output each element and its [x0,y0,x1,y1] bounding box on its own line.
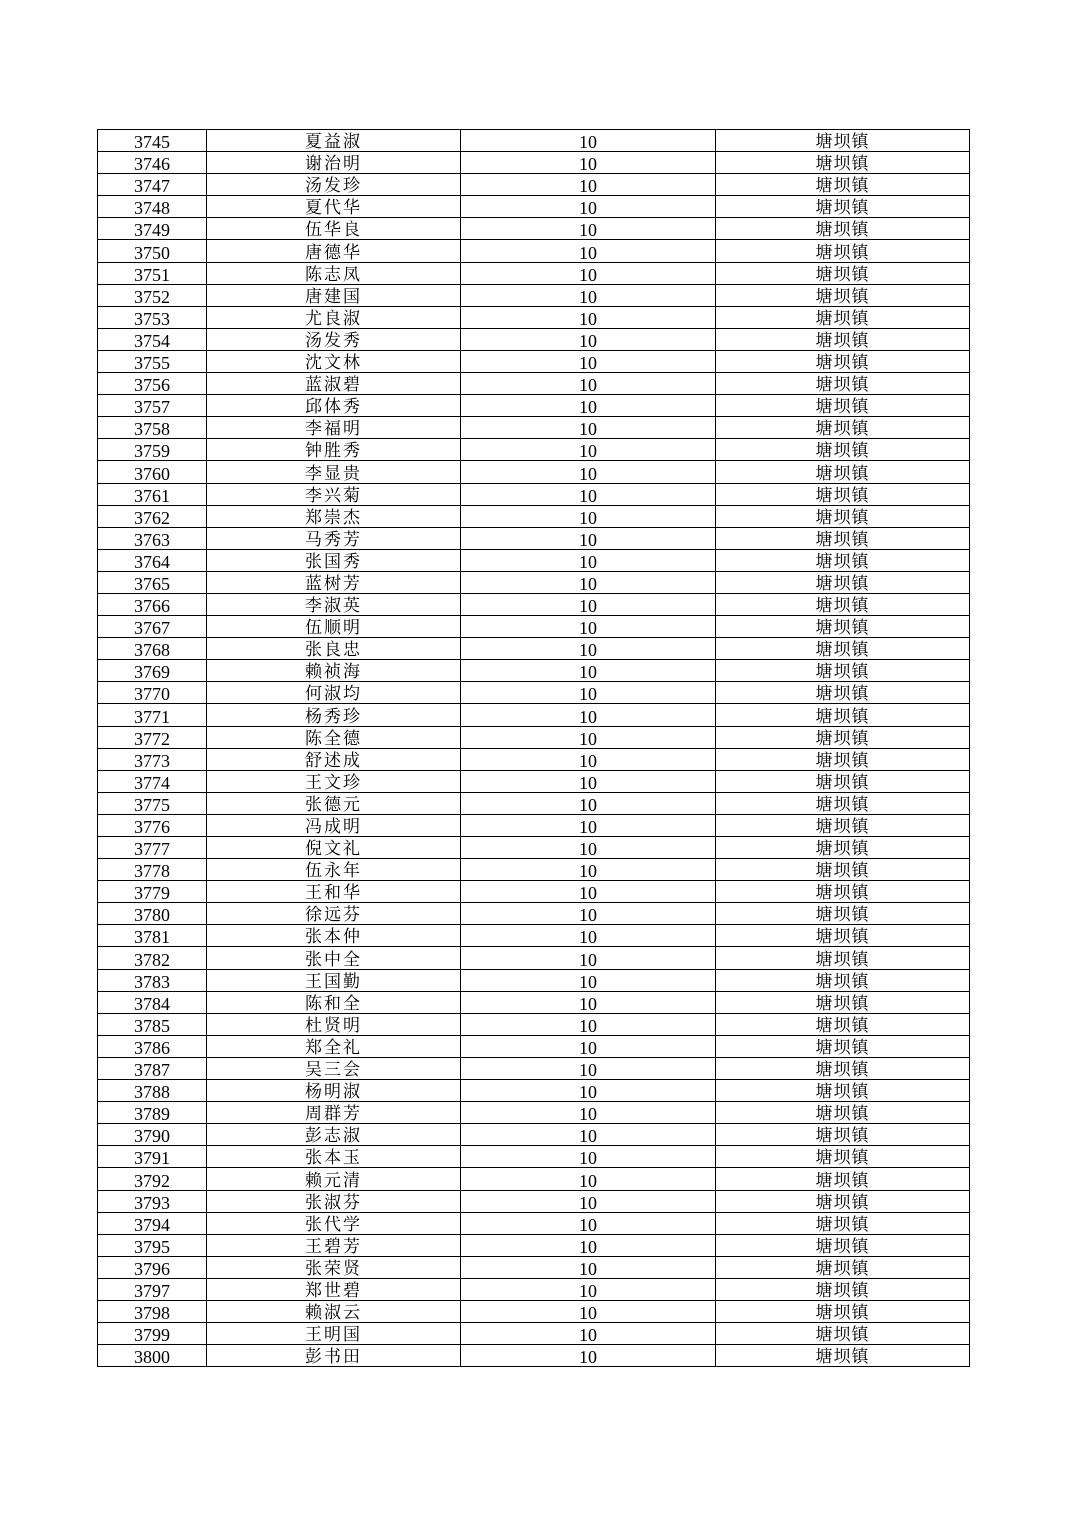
table-row [98,1323,970,1345]
table-row [98,1300,970,1322]
table-row [98,1124,970,1146]
town-cell: 塘坝镇 [716,1278,970,1300]
name-cell: 沈文林 [207,350,461,372]
name-cell: 张良忠 [207,638,461,660]
amount-cell: 10 [461,660,716,682]
amount-cell: 10 [461,549,716,571]
name-cell: 李显贵 [207,461,461,483]
row-number-cell: 3763 [98,527,207,549]
town-cell: 塘坝镇 [716,527,970,549]
amount-cell: 10 [461,704,716,726]
row-number-cell: 3747 [98,174,207,196]
table-row [98,859,970,881]
table-row [98,593,970,615]
row-number-cell: 3753 [98,306,207,328]
row-number-cell: 3781 [98,925,207,947]
row-number-cell: 3779 [98,881,207,903]
table-row [98,240,970,262]
name-cell: 郑崇杰 [207,505,461,527]
name-cell: 彭志淑 [207,1124,461,1146]
row-number-cell: 3793 [98,1190,207,1212]
table-row [98,1035,970,1057]
name-cell: 张本玉 [207,1146,461,1168]
row-number-cell: 3775 [98,792,207,814]
table-row [98,903,970,925]
table-row [98,1345,970,1367]
row-number-cell: 3758 [98,417,207,439]
name-cell: 何淑均 [207,682,461,704]
amount-cell: 10 [461,947,716,969]
amount-cell: 10 [461,417,716,439]
table-row [98,748,970,770]
row-number-cell: 3800 [98,1345,207,1367]
amount-cell: 10 [461,130,716,152]
table-row [98,373,970,395]
row-number-cell: 3762 [98,505,207,527]
row-number-cell: 3766 [98,593,207,615]
amount-cell: 10 [461,1168,716,1190]
name-cell: 王文珍 [207,770,461,792]
name-cell: 钟胜秀 [207,439,461,461]
amount-cell: 10 [461,1057,716,1079]
town-cell: 塘坝镇 [716,1256,970,1278]
table-row [98,1190,970,1212]
row-number-cell: 3752 [98,284,207,306]
name-cell: 陈志凤 [207,262,461,284]
amount-cell: 10 [461,174,716,196]
name-cell: 赖淑云 [207,1300,461,1322]
name-cell: 唐建国 [207,284,461,306]
name-cell: 伍顺明 [207,616,461,638]
name-cell: 王和华 [207,881,461,903]
table-row [98,682,970,704]
name-cell: 周群芳 [207,1102,461,1124]
table-row [98,1057,970,1079]
table-row [98,814,970,836]
name-cell: 张淑芬 [207,1190,461,1212]
row-number-cell: 3765 [98,571,207,593]
name-cell: 冯成明 [207,814,461,836]
town-cell: 塘坝镇 [716,837,970,859]
amount-cell: 10 [461,306,716,328]
amount-cell: 10 [461,439,716,461]
name-cell: 汤发秀 [207,328,461,350]
row-number-cell: 3759 [98,439,207,461]
town-cell: 塘坝镇 [716,859,970,881]
name-cell: 杨明淑 [207,1080,461,1102]
town-cell: 塘坝镇 [716,726,970,748]
town-cell: 塘坝镇 [716,1345,970,1367]
name-cell: 赖元清 [207,1168,461,1190]
town-cell: 塘坝镇 [716,682,970,704]
table-row [98,881,970,903]
name-cell: 马秀芳 [207,527,461,549]
town-cell: 塘坝镇 [716,1146,970,1168]
town-cell: 塘坝镇 [716,549,970,571]
table-row [98,395,970,417]
amount-cell: 10 [461,505,716,527]
table-row [98,704,970,726]
amount-cell: 10 [461,814,716,836]
town-cell: 塘坝镇 [716,881,970,903]
amount-cell: 10 [461,1190,716,1212]
table-row [98,991,970,1013]
town-cell: 塘坝镇 [716,593,970,615]
row-number-cell: 3757 [98,395,207,417]
amount-cell: 10 [461,1035,716,1057]
town-cell: 塘坝镇 [716,925,970,947]
name-cell: 李兴菊 [207,483,461,505]
town-cell: 塘坝镇 [716,218,970,240]
amount-cell: 10 [461,373,716,395]
amount-cell: 10 [461,925,716,947]
town-cell: 塘坝镇 [716,483,970,505]
town-cell: 塘坝镇 [716,262,970,284]
town-cell: 塘坝镇 [716,991,970,1013]
table-row [98,350,970,372]
town-cell: 塘坝镇 [716,1212,970,1234]
amount-cell: 10 [461,152,716,174]
name-cell: 邱体秀 [207,395,461,417]
name-cell: 夏代华 [207,196,461,218]
row-number-cell: 3751 [98,262,207,284]
amount-cell: 10 [461,240,716,262]
row-number-cell: 3770 [98,682,207,704]
town-cell: 塘坝镇 [716,814,970,836]
town-cell: 塘坝镇 [716,792,970,814]
table-row [98,483,970,505]
town-cell: 塘坝镇 [716,1190,970,1212]
name-cell: 唐德华 [207,240,461,262]
row-number-cell: 3773 [98,748,207,770]
amount-cell: 10 [461,770,716,792]
town-cell: 塘坝镇 [716,439,970,461]
row-number-cell: 3746 [98,152,207,174]
row-number-cell: 3750 [98,240,207,262]
town-cell: 塘坝镇 [716,571,970,593]
amount-cell: 10 [461,196,716,218]
table-row [98,770,970,792]
table-row [98,792,970,814]
town-cell: 塘坝镇 [716,130,970,152]
row-number-cell: 3797 [98,1278,207,1300]
row-number-cell: 3783 [98,969,207,991]
amount-cell: 10 [461,461,716,483]
name-cell: 赖祯海 [207,660,461,682]
name-cell: 李福明 [207,417,461,439]
table-row [98,417,970,439]
row-number-cell: 3785 [98,1013,207,1035]
name-cell: 蓝树芳 [207,571,461,593]
row-number-cell: 3755 [98,350,207,372]
name-cell: 张德元 [207,792,461,814]
row-number-cell: 3787 [98,1057,207,1079]
row-number-cell: 3799 [98,1323,207,1345]
row-number-cell: 3786 [98,1035,207,1057]
table-row [98,306,970,328]
table-row [98,1080,970,1102]
town-cell: 塘坝镇 [716,969,970,991]
amount-cell: 10 [461,483,716,505]
table-row [98,1146,970,1168]
name-cell: 汤发珍 [207,174,461,196]
amount-cell: 10 [461,638,716,660]
name-cell: 王明国 [207,1323,461,1345]
roster-table [97,129,970,1367]
row-number-cell: 3794 [98,1212,207,1234]
town-cell: 塘坝镇 [716,174,970,196]
row-number-cell: 3754 [98,328,207,350]
table-row [98,1278,970,1300]
row-number-cell: 3782 [98,947,207,969]
table-row [98,218,970,240]
amount-cell: 10 [461,1080,716,1102]
amount-cell: 10 [461,571,716,593]
name-cell: 伍永年 [207,859,461,881]
name-cell: 谢治明 [207,152,461,174]
row-number-cell: 3748 [98,196,207,218]
table-row [98,505,970,527]
amount-cell: 10 [461,837,716,859]
name-cell: 倪文礼 [207,837,461,859]
amount-cell: 10 [461,328,716,350]
table-row [98,947,970,969]
name-cell: 蓝淑碧 [207,373,461,395]
row-number-cell: 3774 [98,770,207,792]
table-row [98,1168,970,1190]
table-row [98,1256,970,1278]
town-cell: 塘坝镇 [716,1234,970,1256]
row-number-cell: 3769 [98,660,207,682]
row-number-cell: 3784 [98,991,207,1013]
amount-cell: 10 [461,792,716,814]
town-cell: 塘坝镇 [716,240,970,262]
table-row [98,527,970,549]
row-number-cell: 3768 [98,638,207,660]
row-number-cell: 3756 [98,373,207,395]
town-cell: 塘坝镇 [716,770,970,792]
row-number-cell: 3764 [98,549,207,571]
row-number-cell: 3771 [98,704,207,726]
amount-cell: 10 [461,1300,716,1322]
amount-cell: 10 [461,969,716,991]
town-cell: 塘坝镇 [716,505,970,527]
row-number-cell: 3788 [98,1080,207,1102]
amount-cell: 10 [461,1102,716,1124]
town-cell: 塘坝镇 [716,284,970,306]
amount-cell: 10 [461,395,716,417]
name-cell: 张中全 [207,947,461,969]
name-cell: 舒述成 [207,748,461,770]
town-cell: 塘坝镇 [716,373,970,395]
table-row [98,969,970,991]
town-cell: 塘坝镇 [716,704,970,726]
amount-cell: 10 [461,284,716,306]
amount-cell: 10 [461,859,716,881]
row-number-cell: 3776 [98,814,207,836]
table-row [98,837,970,859]
amount-cell: 10 [461,991,716,1013]
town-cell: 塘坝镇 [716,638,970,660]
table-row [98,1234,970,1256]
table-row [98,1102,970,1124]
amount-cell: 10 [461,262,716,284]
town-cell: 塘坝镇 [716,1168,970,1190]
table-row [98,196,970,218]
amount-cell: 10 [461,350,716,372]
amount-cell: 10 [461,1256,716,1278]
table-row [98,616,970,638]
amount-cell: 10 [461,682,716,704]
row-number-cell: 3792 [98,1168,207,1190]
town-cell: 塘坝镇 [716,306,970,328]
table-row [98,262,970,284]
amount-cell: 10 [461,1345,716,1367]
name-cell: 陈和全 [207,991,461,1013]
name-cell: 杨秀珍 [207,704,461,726]
name-cell: 伍华良 [207,218,461,240]
amount-cell: 10 [461,881,716,903]
amount-cell: 10 [461,616,716,638]
town-cell: 塘坝镇 [716,660,970,682]
name-cell: 王国勤 [207,969,461,991]
amount-cell: 10 [461,1146,716,1168]
table-row [98,1212,970,1234]
name-cell: 郑世碧 [207,1278,461,1300]
row-number-cell: 3767 [98,616,207,638]
row-number-cell: 3761 [98,483,207,505]
table-row [98,130,970,152]
amount-cell: 10 [461,903,716,925]
table-row [98,726,970,748]
name-cell: 张荣贤 [207,1256,461,1278]
name-cell: 郑全礼 [207,1035,461,1057]
amount-cell: 10 [461,1013,716,1035]
row-number-cell: 3745 [98,130,207,152]
row-number-cell: 3777 [98,837,207,859]
table-row [98,1013,970,1035]
row-number-cell: 3798 [98,1300,207,1322]
row-number-cell: 3760 [98,461,207,483]
town-cell: 塘坝镇 [716,616,970,638]
name-cell: 李淑英 [207,593,461,615]
town-cell: 塘坝镇 [716,1300,970,1322]
amount-cell: 10 [461,1278,716,1300]
name-cell: 张国秀 [207,549,461,571]
amount-cell: 10 [461,527,716,549]
town-cell: 塘坝镇 [716,395,970,417]
row-number-cell: 3749 [98,218,207,240]
town-cell: 塘坝镇 [716,350,970,372]
amount-cell: 10 [461,1124,716,1146]
row-number-cell: 3772 [98,726,207,748]
town-cell: 塘坝镇 [716,903,970,925]
table-row [98,660,970,682]
row-number-cell: 3780 [98,903,207,925]
row-number-cell: 3791 [98,1146,207,1168]
town-cell: 塘坝镇 [716,417,970,439]
table-row [98,925,970,947]
amount-cell: 10 [461,593,716,615]
town-cell: 塘坝镇 [716,328,970,350]
town-cell: 塘坝镇 [716,1080,970,1102]
row-number-cell: 3795 [98,1234,207,1256]
town-cell: 塘坝镇 [716,152,970,174]
name-cell: 夏益淑 [207,130,461,152]
town-cell: 塘坝镇 [716,1035,970,1057]
amount-cell: 10 [461,1234,716,1256]
table-row [98,439,970,461]
amount-cell: 10 [461,726,716,748]
town-cell: 塘坝镇 [716,1013,970,1035]
row-number-cell: 3796 [98,1256,207,1278]
town-cell: 塘坝镇 [716,1124,970,1146]
table-row [98,461,970,483]
row-number-cell: 3789 [98,1102,207,1124]
amount-cell: 10 [461,1323,716,1345]
name-cell: 王碧芳 [207,1234,461,1256]
town-cell: 塘坝镇 [716,947,970,969]
table-row [98,571,970,593]
town-cell: 塘坝镇 [716,1102,970,1124]
town-cell: 塘坝镇 [716,461,970,483]
town-cell: 塘坝镇 [716,1057,970,1079]
table-row [98,328,970,350]
roster-table-body [98,130,970,1367]
table-row [98,174,970,196]
name-cell: 陈全德 [207,726,461,748]
name-cell: 杜贤明 [207,1013,461,1035]
amount-cell: 10 [461,218,716,240]
table-row [98,284,970,306]
town-cell: 塘坝镇 [716,196,970,218]
town-cell: 塘坝镇 [716,748,970,770]
name-cell: 吴三会 [207,1057,461,1079]
name-cell: 彭书田 [207,1345,461,1367]
name-cell: 张本仲 [207,925,461,947]
row-number-cell: 3778 [98,859,207,881]
name-cell: 徐远芬 [207,903,461,925]
table-row [98,152,970,174]
amount-cell: 10 [461,1212,716,1234]
name-cell: 张代学 [207,1212,461,1234]
row-number-cell: 3790 [98,1124,207,1146]
amount-cell: 10 [461,748,716,770]
name-cell: 尤良淑 [207,306,461,328]
table-row [98,549,970,571]
town-cell: 塘坝镇 [716,1323,970,1345]
table-row [98,638,970,660]
